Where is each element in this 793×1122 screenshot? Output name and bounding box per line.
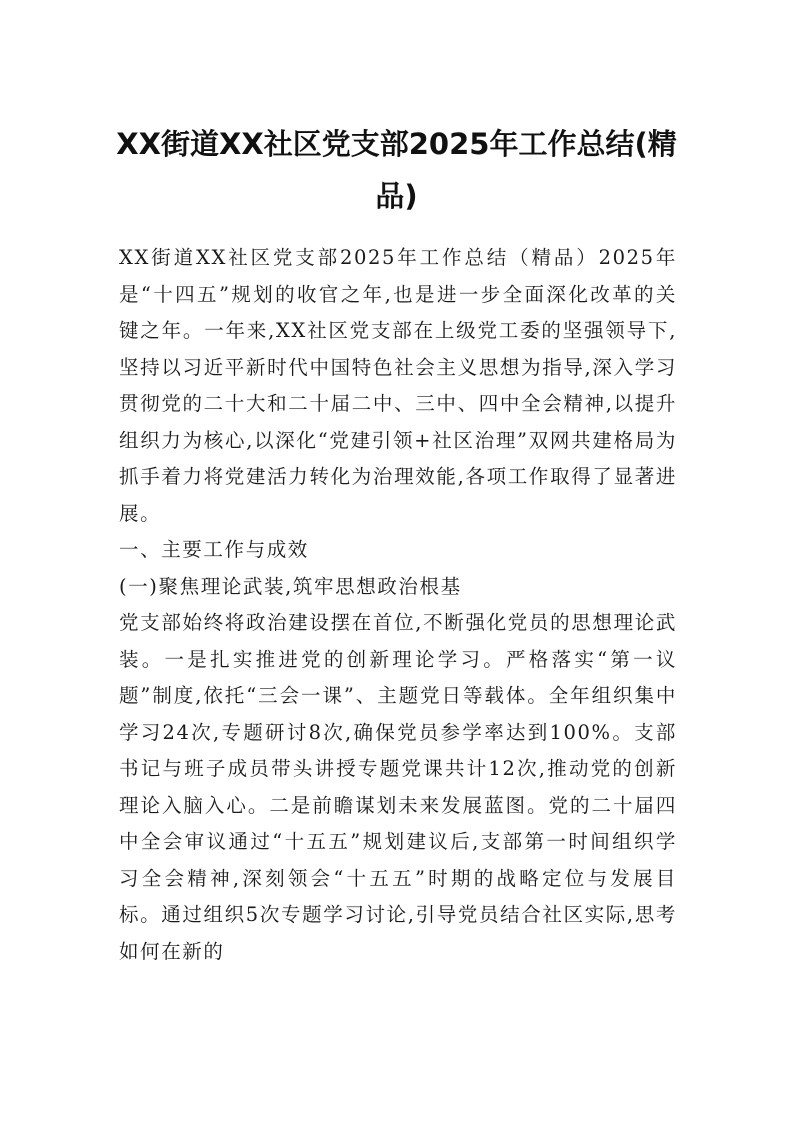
document-body — [119, 240, 677, 970]
subsection-heading: (一)聚焦理论武装,筑牢思想政治根基 — [119, 574, 462, 598]
intro-paragraph: XX街道XX社区党支部2025年工作总结（精品）2025年是“十四五”规划的收官之年,也是进一步全面深化改革的关键之年。一年来,XX社区党支部在上级党工委的坚强领导下,坚持以习近平新时代中国特色社会主义思想为指导,深入学习贯彻党的二十大和二十届二中、三中、四中全会精神,以提升组织力为核心,以深化“党建引领+社区治理”双网共建格局为抓手着力将党建活力转化为治理效能,各项工作取得了显著进展。 — [119, 246, 677, 525]
body-paragraph: 党支部始终将政治建设摆在首位,不断强化党员的思想理论武装。一是扎实推进党的创新理论学习。严格落实“第一议题”制度,依托“三会一课”、主题党日等载体。全年组织集中学习24次,专题研讨8次,确保党员参学率达到100%。支部书记与班子成员带头讲授专题党课共计12次,推动党的创新理论入脑入心。二是前瞻谋划未来发展蓝图。党的二十届四中全会审议通过“十五五”规划建议后,支部第一时间组织学习全会精神,深刻领会“十五五”时期的战略定位与发展目标。通过组织5次专题学习讨论,引导党员结合社区实际,思考如何在新的 — [119, 611, 677, 963]
section-heading: 一、主要工作与成效 — [119, 538, 309, 561]
document-title: XX街道XX社区党支部2025年工作总结(精品) — [116, 127, 677, 213]
